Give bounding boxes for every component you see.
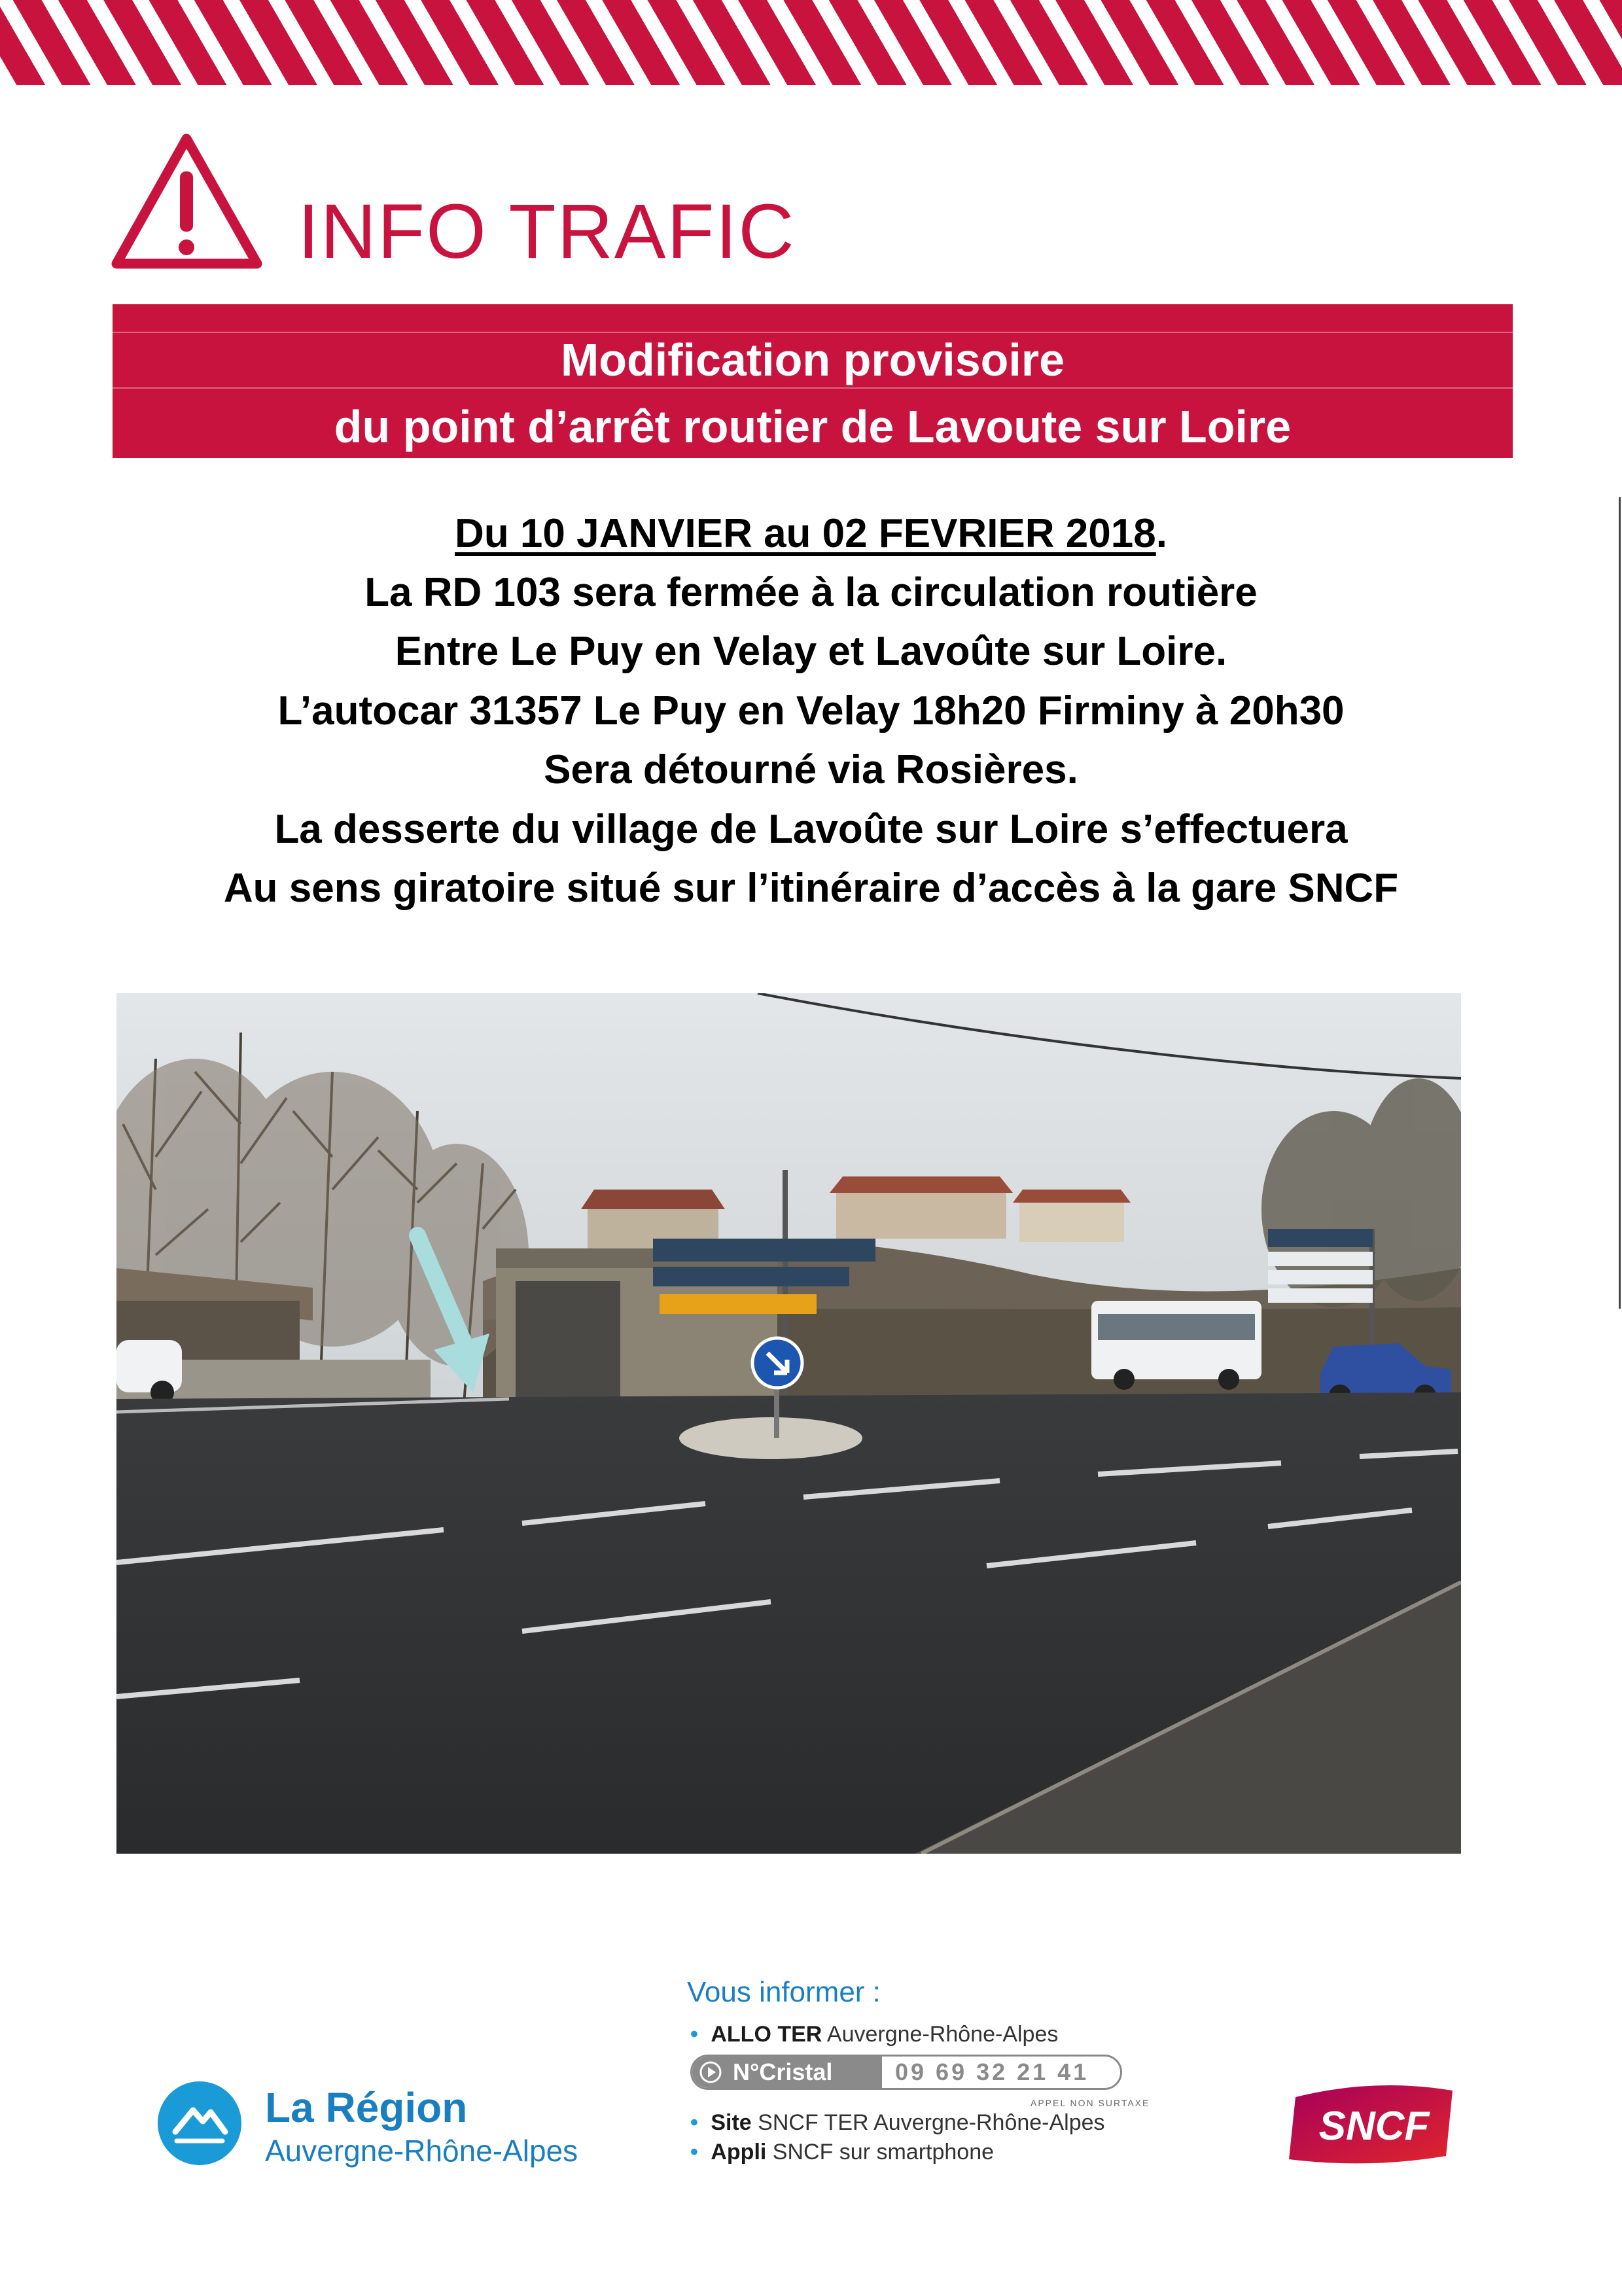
region-logo-name: La Région bbox=[265, 2084, 468, 2131]
notice-line: La desserte du village de Lavoûte sur Loire s’effectuera bbox=[274, 807, 1348, 852]
play-icon bbox=[699, 2060, 722, 2084]
notice-line: Entre Le Puy en Velay et Lavoûte sur Loire. bbox=[395, 629, 1227, 674]
banner-line-1: Modification provisoire bbox=[560, 334, 1065, 385]
banner-divider bbox=[113, 387, 1513, 389]
page-edge-line bbox=[1619, 497, 1621, 1309]
roundabout-photo bbox=[116, 993, 1461, 1854]
banner-divider bbox=[113, 332, 1513, 333]
allo-ter-line bbox=[690, 2022, 1058, 2047]
bullet-icon: • bbox=[690, 2022, 698, 2047]
cristal-number[interactable]: 09 69 32 21 41 bbox=[895, 2058, 1089, 2085]
region-logo-subtitle: Auvergne-Rhône-Alpes bbox=[265, 2134, 578, 2168]
appli-label: Appli bbox=[711, 2140, 767, 2164]
bullet-icon: • bbox=[690, 2140, 698, 2164]
notice-dates-text: Du 10 JANVIER au 02 FEVRIER 2018 bbox=[455, 511, 1156, 556]
notice-line: Sera détourné via Rosières. bbox=[544, 747, 1078, 792]
bullet-icon: • bbox=[690, 2110, 698, 2135]
region-logo-icon bbox=[157, 2081, 242, 2166]
roundabout-photo-illustration bbox=[116, 993, 1461, 1854]
site-text[interactable]: SNCF TER Auvergne-Rhône-Alpes bbox=[758, 2110, 1105, 2135]
sncf-logo-mark bbox=[1289, 2077, 1459, 2169]
cristal-note: APPEL NON SURTAXE bbox=[1031, 2098, 1150, 2108]
site-label: Site bbox=[711, 2110, 752, 2135]
notice-dates bbox=[0, 511, 1622, 556]
site-line bbox=[690, 2110, 1105, 2136]
hazard-stripes bbox=[0, 0, 1622, 85]
region-logo bbox=[157, 2081, 615, 2172]
headline-banner bbox=[113, 304, 1513, 458]
allo-ter-text: Auvergne-Rhône-Alpes bbox=[826, 2022, 1059, 2047]
info-title: Vous informer : bbox=[687, 1976, 881, 2008]
sncf-logo-text: SNCF bbox=[1318, 2104, 1430, 2149]
notice-line: La RD 103 sera fermée à la circulation routière bbox=[364, 570, 1258, 615]
notice-dates-period: . bbox=[1155, 511, 1167, 556]
cristal-badge[interactable] bbox=[690, 2055, 1122, 2090]
notice-line: L’autocar 31357 Le Puy en Velay 18h20 Firminy à 20h30 bbox=[277, 688, 1345, 733]
notice-line: Au sens giratoire situé sur l’itinéraire d’accès à la gare SNCF bbox=[223, 866, 1399, 911]
page-title: INFO TRAFIC bbox=[298, 188, 796, 275]
allo-ter-label: ALLO TER bbox=[711, 2022, 822, 2047]
cristal-label-text: N°Cristal bbox=[733, 2058, 833, 2085]
warning-triangle-icon bbox=[110, 131, 264, 272]
banner-line-2: du point d’arrêt routier de Lavoute sur Loire bbox=[334, 401, 1292, 452]
sncf-logo bbox=[1289, 2077, 1459, 2169]
cristal-label bbox=[692, 2057, 882, 2088]
appli-text: SNCF sur smartphone bbox=[772, 2140, 995, 2164]
appli-line bbox=[690, 2140, 994, 2165]
